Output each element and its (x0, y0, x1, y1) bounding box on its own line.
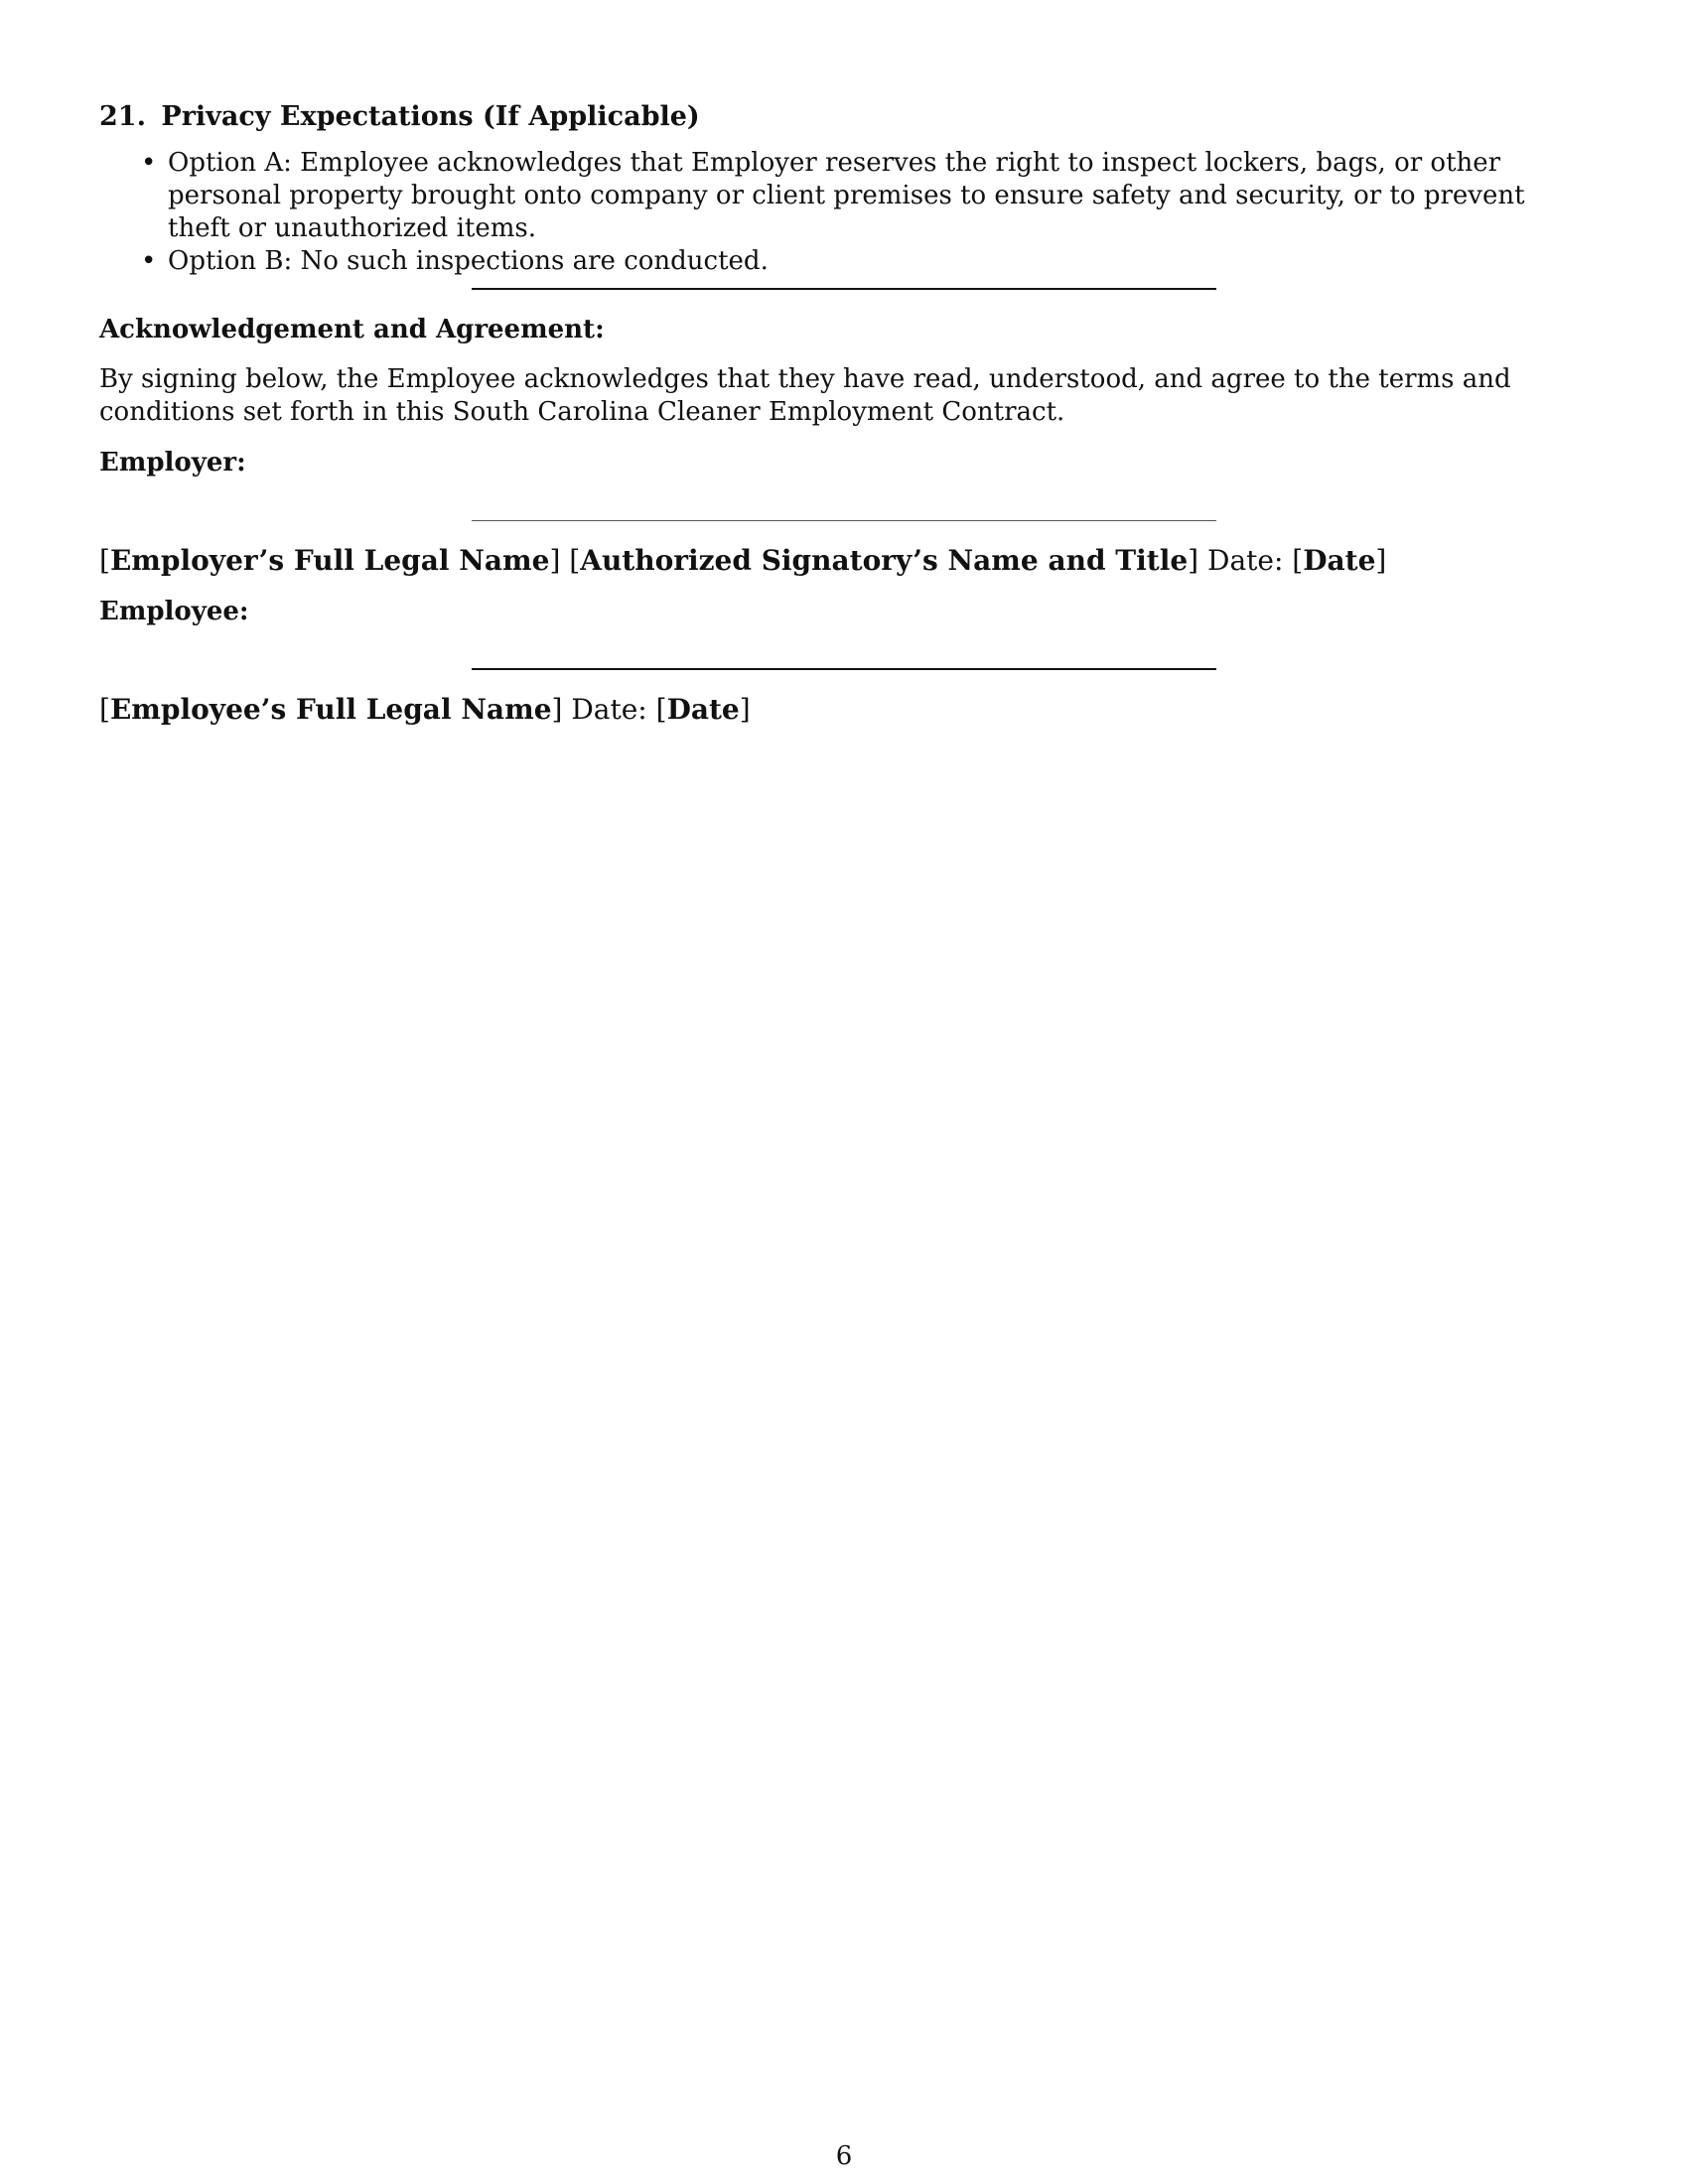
acknowledgement-body: By signing below, the Employee acknowledges that they have read, understood, and agree to the terms and conditions set forth in this South Carolina Cleaner Employment Contract. (99, 364, 1511, 427)
bullet-icon: • (141, 246, 157, 276)
option-a-text: Option A: Employee acknowledges that Employer reserves the right to inspect lockers, bags, or other personal property brought onto company or client premises to ensure safety and security, or to prevent theft or unauthorized items. (168, 148, 1525, 243)
employee-signature-block: [Employee’s Full Legal Name] Date: [Date] (99, 693, 751, 726)
employer-signatory-placeholder: Authorized Signatory’s Name and Title (580, 544, 1189, 577)
employer-signature-block: [Employer’s Full Legal Name] [Authorized Signatory’s Name and Title] Date: [Date] (99, 544, 1387, 577)
section-title: Privacy Expectations (If Applicable) (161, 101, 700, 132)
page-number: 6 (835, 2141, 853, 2171)
section-21-heading (99, 99, 1589, 135)
option-b-item (99, 245, 1589, 278)
option-b-text: Option B: No such inspections are conducted. (168, 246, 769, 276)
employer-label: Employer: (99, 448, 246, 478)
employee-date-label: Date: (571, 693, 647, 726)
employer-date-label: Date: (1207, 544, 1284, 577)
section-21 (99, 99, 1589, 278)
employer-date-placeholder: Date (1303, 544, 1376, 577)
employee-name-placeholder: Employee’s Full Legal Name (109, 693, 552, 726)
employee-label: Employee: (99, 597, 249, 626)
employee-signature-line (472, 668, 1216, 670)
employee-date-placeholder: Date (666, 693, 740, 726)
bullet-icon: • (141, 148, 157, 178)
employer-signature-line (472, 520, 1216, 521)
option-a-item (99, 147, 1589, 245)
section-number: 21. (99, 101, 146, 132)
privacy-options-list (99, 147, 1589, 278)
acknowledgement-heading: Acknowledgement and Agreement: (99, 315, 605, 344)
section-divider (472, 288, 1216, 290)
employer-name-placeholder: Employer’s Full Legal Name (109, 544, 550, 577)
